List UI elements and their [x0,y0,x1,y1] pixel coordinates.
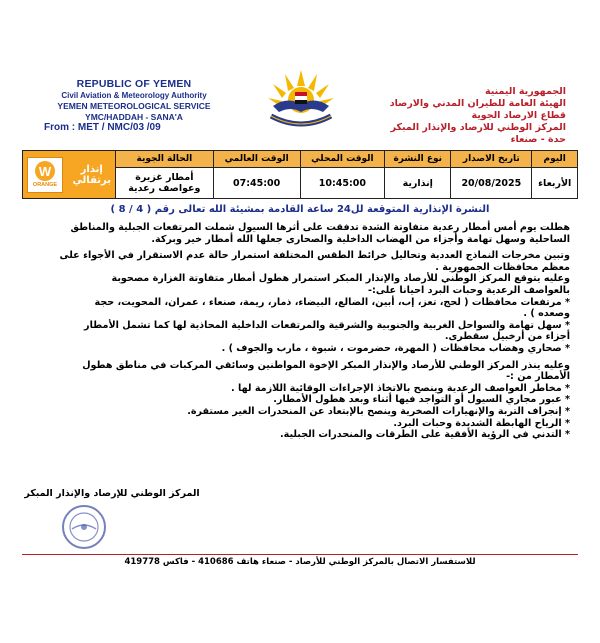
body-line: الأمطار من :- [506,371,570,383]
header-location-ar: حدة - صنعاء [510,134,566,145]
warning-icon-label: ORANGE [32,182,58,188]
alert-level-label: برتقالي [72,174,111,186]
table-header-row [23,151,578,168]
header-republic: REPUBLIC OF YEMEN [76,78,192,90]
alert-text [72,164,111,186]
header-sector-ar: قطاع الارصاد الجوية [471,110,566,121]
val-bulletin-type: إنذارية [385,168,451,199]
forecast-bullet: أجزاء من أرخبيل سقطرى. [444,331,570,343]
header-authority-ar: الهيئة العامة للطيران المدني والارصاد [389,98,566,109]
val-weather-state [116,168,214,199]
th-local-time: الوقت المحلي [300,151,385,168]
header-right [336,86,566,146]
forecast-bullet: * سهل تهامة والسواحل الغربية والجنوبية والشرقية والمرتفعات الداخلية المحاذية لها كما تشمل الأمطار [84,319,570,331]
warning-bullet: * التدني في الرؤية الأفقية على الطرقات والمنحدرات الجبلية. [279,429,570,441]
weather-state-line2: وعواصف رعدية [128,183,201,194]
forecast-bullet: * مرتفعات محافظات ( لحج، تعز، إب، أبين، الضالع، البيضاء، ذمار، ريمة، صنعاء ، عمران، المحويت، حجة [94,296,570,308]
header-republic-ar: الجمهورية اليمنية [485,86,566,97]
body-line: وعليه ينذر المركز الوطني للأرصاد والإنذار المبكر الإخوة المواطنين وسائقي المركبات في مناطق هطول [82,359,570,371]
th-bulletin-type: نوع النشرة [385,151,451,168]
weather-state-line1: أمطار غزيرة [135,172,194,183]
forecast-bullet: * صحاري وهضاب محافظات ( المهرة، حضرموت ، شبوة ، مارب والجوف ) . [221,342,570,354]
bulletin-title: النشرة الإنذارية المتوقعة لل24 ساعة القادمة بمشيئة الله تعالى رقم ( 4 / 8 ) [110,204,490,215]
body-line: معظم محافظات الجمهورية . [435,261,570,273]
authority-logo-icon [265,66,337,132]
val-issue-date: 20/08/2025 [451,168,532,199]
header-center-ar: المركز الوطني للارصاد والإنذار المبكر [390,122,566,133]
signature-center: المركز الوطني للإرصاد والإنذار المبكر [24,488,200,499]
body-line: هطلت يوم أمس أمطار رعدية متفاوتة الشدة تدفقت على أثرها السيول شملت المرتفعات الجبلية والمناطق [70,222,570,233]
warning-bullet: * مخاطر العواصف الرعدية وينصح بالاتخاذ الإجراءات الوقائية اللازمة لها . [231,382,570,394]
header-location: YMC/HADDAH - SANA'A [85,112,183,122]
val-day: الأربعاء [532,168,578,199]
from-reference: From : MET / NMC/03 /09 [44,122,161,133]
alert-label: إنذار [80,163,103,175]
alert-level [23,157,115,193]
header-service: YEMEN METEOROLOGICAL SERVICE [57,101,211,111]
warning-bullet: * إنجراف التربة والإنهيارات الصخرية وينصح بالإبتعاد عن المنحدرات الغير مستقرة. [187,405,570,417]
official-stamp-icon [60,503,108,551]
th-utc-time: الوقت العالمي [213,151,300,168]
body-line: وعليه يتوقع المركز الوطني للأرصاد والإنذار المبكر استمرار هطول أمطار متفاوتة الغزارة مصحوبة [111,273,570,285]
val-local-time: 10:45:00 [300,168,385,199]
footer-divider [22,554,578,555]
warning-orange-icon [27,157,63,193]
th-issue-date: تاريخ الاصدار [451,151,532,168]
forecast-bullet: وصعده ) . [523,308,570,320]
footer-contact: للاستفسار الاتصال بالمركز الوطني للأرصاد - صنعاء هاتف 410686 - فاكس 419778 [124,557,476,567]
body-line: بالعواصف الرعدية وحبات البرد احيانا على:- [368,284,570,296]
val-utc-time: 07:45:00 [213,168,300,199]
body-line: الساحلية وسهل تهامة وأجزاء من الهضاب الداخلية والصحارى جعلها الله أمطار خير وبركة. [151,233,570,245]
body-line: وتبين مخرجات النماذج العددية وتحاليل خرائط الطقس المختلفة استمرار حالة عدم الاستقرار في الأجواء على [59,250,570,262]
header-authority: Civil Aviation & Meteorology Authority [61,91,207,100]
header-left [34,78,234,122]
warning-letter: W [35,161,55,181]
warning-bullet: * عبور مجاري السيول أو التواجد فيها أثناء وبعد هطول الأمطار. [273,394,570,406]
th-weather-state: الحالة الجوية [116,151,214,168]
bulletin-body [28,222,570,441]
bulletin-info-table [22,150,578,199]
alert-level-cell [23,151,116,199]
th-day: اليوم [532,151,578,168]
warning-bullet: * الرياح الهابطة الشديدة وحبات البرد. [393,417,570,429]
